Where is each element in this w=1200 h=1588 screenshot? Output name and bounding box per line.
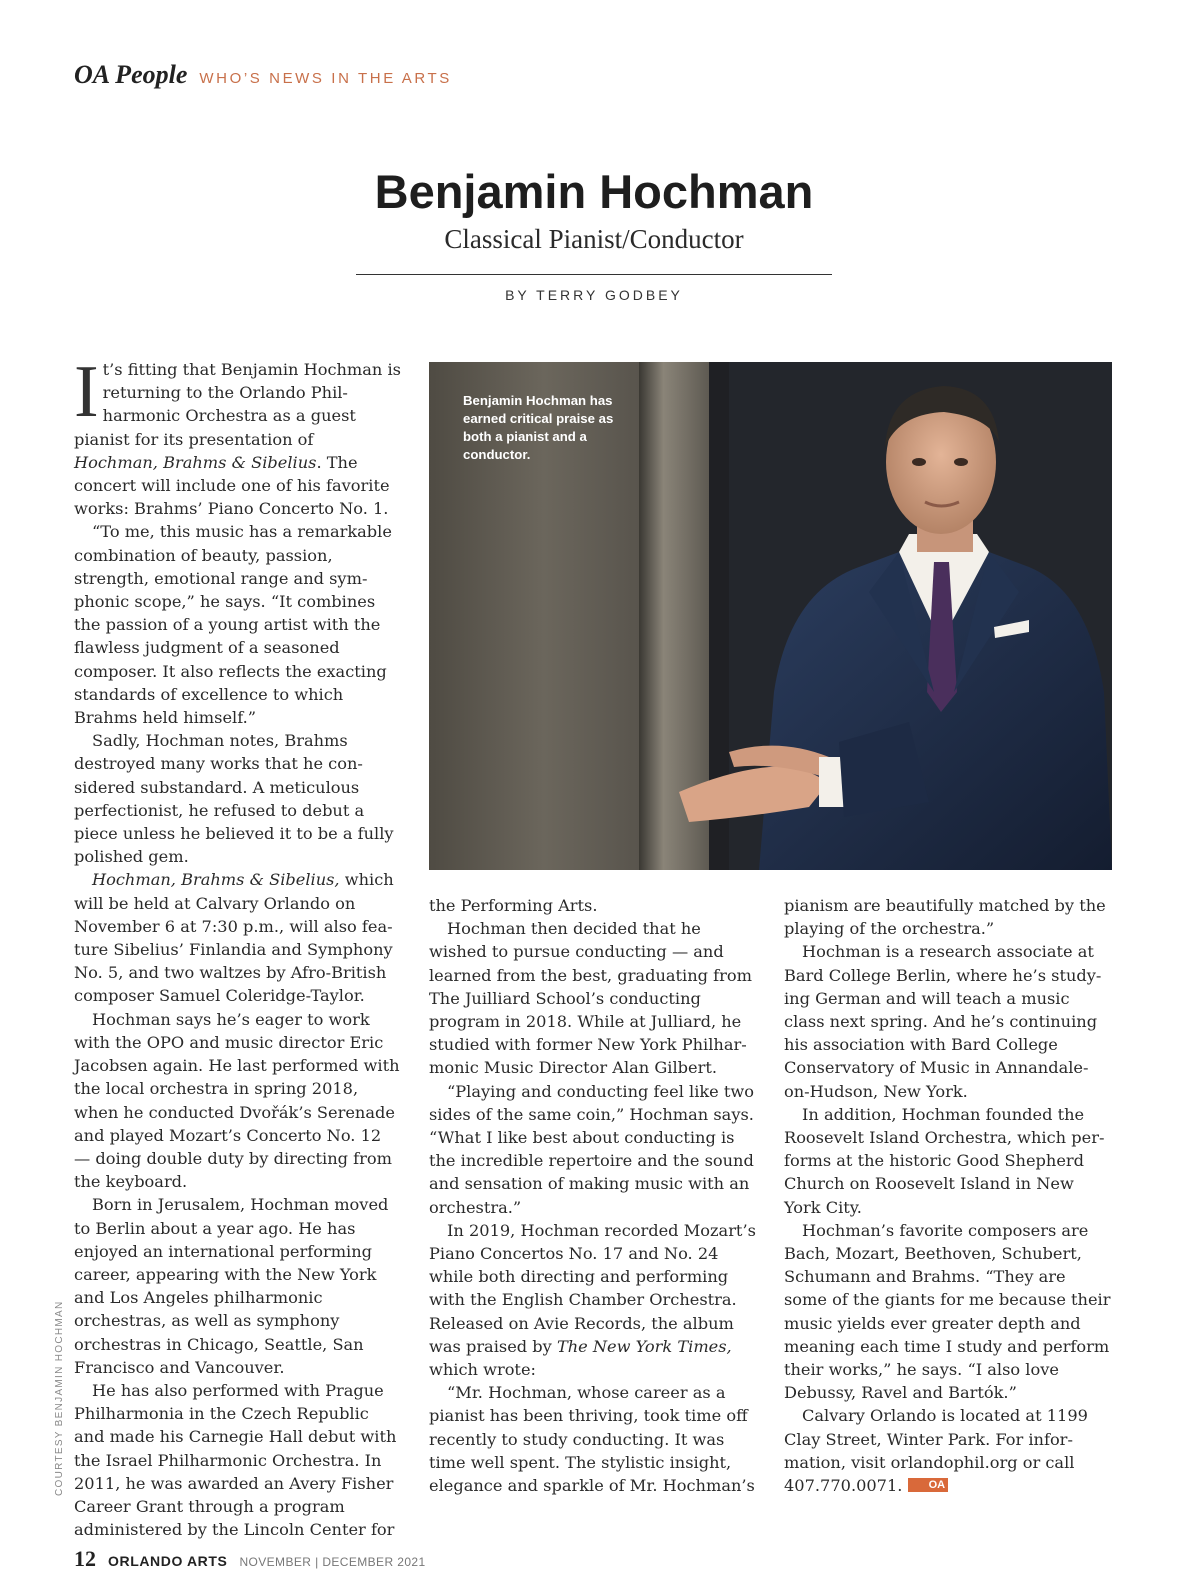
article-paragraph [74,351,402,520]
article-paragraph: He has also performed with Prague Philharmonia in the Czech Republic and made his Carnegie Hall debut with the Israel Philharmonic Orchestra. In 2011, he was awarded an Avery Fisher Career Grant through a program administered by the Lincoln Center for [74,1380,397,1540]
article-column-2 [429,894,759,1497]
photo-caption: Benjamin Hochman has earned critical praise as both a pianist and a conductor. [463,393,614,462]
paragraph-text: In 2019, Hochman recorded Mozart’s Piano Concertos No. 17 and No. 24 while both directing and performing with the English Chamber Orchestra. Released on Avie Records, the album was praised by [429,1220,756,1356]
end-mark-icon: OA [908,1478,949,1492]
paragraph-text: which wrote: [429,1360,536,1380]
article-paragraph: “Mr. Hochman, whose career as a pianist has been thriving, took time off recently to study conducting. It was time well spent. The stylistic insight, elegance and sparkle of Mr. Hochman’s [429,1383,755,1496]
article-paragraph: Born in Jerusalem, Hochman moved to Berlin about a year ago. He has enjoyed an international performing career, appearing with the New York and Los Angeles philharmonic orchestras, as well as symphony orchestras in Chicago, Seattle, San Francisco and Vancouver. [74,1195,389,1377]
article-subtitle: Classical Pianist/Conductor [444,224,744,254]
article-paragraph: pianism are beautifully matched by the playing of the orchestra.” [784,896,1106,939]
article-column-1 [74,351,402,1541]
byline: BY TERRY GODBEY [505,287,683,303]
page-footer [74,1546,426,1572]
article-paragraph [74,868,402,1007]
article-headline [356,0,832,303]
article-paragraph: Hochman’s favorite composers are Bach, Mozart, Beethoven, Schubert, Schumann and Brahms. “They are some of the giants for me because their music yields ever greater depth and meaning each time I study and perform their works,” he says. “I also love Debussy, Ravel and Bartók.” [784,1220,1111,1403]
page-number: 12 [74,1546,96,1571]
article-paragraph: “Playing and conducting feel like two sides of the same coin,” Hochman says. “What I like best about conducting is the incredible repertoire and the sound and sensation of making music with an orchestra.” [429,1081,755,1217]
paragraph-text: . The concert will include one of his favorite works: Brahms’ Piano Concerto No. 1. [74,452,390,519]
article-paragraph [429,1219,759,1381]
article-paragraph: Hochman says he’s eager to work with the OPO and music director Eric Jacobsen again. He last performed with the local orchestra in spring 2018, when he conducted Dvořák’s Serenade and played Mozart’s Concerto No. 12 — doing double duty by directing from the keyboard. [74,1009,400,1192]
article-paragraph: Hochman is a research associate at Bard College Berlin, where he’s studying German and will teach a music class next spring. And he’s continuing his association with Bard College Conservatory of Music in Annandale-on-Hudson, New York. [784,942,1102,1101]
paragraph-text: which will be held at Calvary Orlando on November 6 at 7:30 p.m., will also feature Sibelius’ Finlandia and Symphony No. 5, and two waltzes by Afro-British composer Samuel Coleridge-Taylor. [74,870,394,1006]
headline-divider [356,274,832,275]
magazine-name: ORLANDO ARTS [108,1553,228,1569]
article-title: Benjamin Hochman [374,165,814,218]
article-column-3 [784,894,1112,1497]
publication-title: The New York Times, [556,1336,732,1356]
article-paragraph: Sadly, Hochman notes, Brahms destroyed many works that he considered substandard. A meticulous perfectionist, he refused to debut a piece unless he believed it to be a fully polished gem. [74,731,394,867]
paragraph-text: Calvary Orlando is located at 1199 Clay Street, Winter Park. For information, visit orlandophil.org or call 407.770.0071. [784,1406,1088,1496]
article-paragraph: “To me, this music has a remarkable combination of beauty, passion, strength, emotional range and symphonic scope,” he says. “It combines the passion of a young artist with the flawless judgment of a seasoned composer. It also reflects the exacting standards of excellence to which Brahms held himself.” [74,522,392,728]
paragraph-text: t’s fitting that Benjamin Hochman is returning to the Orlando Philharmonic Orchestra as a guest pianist for its presentation of [74,360,401,449]
photo-credit: COURTESY BENJAMIN HOCHMAN [54,1300,65,1496]
section-title: OA People [74,60,188,89]
concert-title: Hochman, Brahms & Sibelius, [92,870,340,890]
article-paragraph: Hochman then decided that he wished to pursue conducting — and learned from the best, graduating from The Juilliard School’s conducting program in 2018. While at Julliard, he studied with former New York Philharmonic Music Director Alan Gilbert. [429,919,752,1078]
issue-date: NOVEMBER | DECEMBER 2021 [239,1555,426,1569]
article-paragraph: In addition, Hochman founded the Roosevelt Island Orchestra, which performs at the historic Good Shepherd Church on Roosevelt Island in New York City. [784,1104,1105,1217]
drop-cap: I [74,351,99,433]
article-paragraph: the Performing Arts. [429,896,598,915]
section-subtitle: WHO’S NEWS IN THE ARTS [199,70,452,87]
article-paragraph [784,1404,1112,1497]
concert-title: Hochman, Brahms & Sibelius [74,452,317,472]
